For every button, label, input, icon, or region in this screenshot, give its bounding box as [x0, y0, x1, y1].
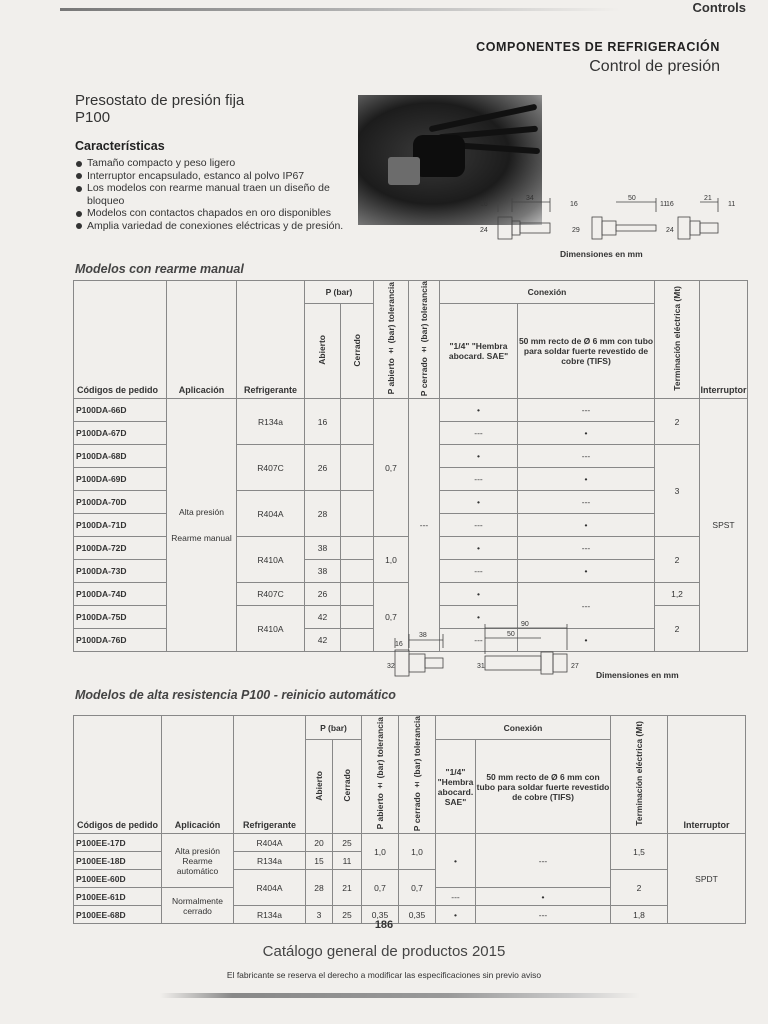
header-text: Terminación eléctrica (Mt) [671, 286, 682, 391]
table1-heading: Modelos con rearme manual [75, 262, 244, 276]
order-code: P100DA-67D [74, 422, 167, 445]
header-rule [60, 8, 620, 11]
header-text: P abierto ± (bar) tolerancia [374, 717, 385, 830]
col-header-closed [341, 304, 374, 399]
flare-cell: • [440, 445, 518, 468]
switch-cell: SPST [700, 399, 748, 652]
open-tolerance: 0,7 [362, 870, 399, 906]
terminal-cell: 2 [655, 399, 700, 445]
catalog-title: Catálogo general de productos 2015 [262, 943, 506, 960]
closed-pressure: 25 [333, 906, 362, 924]
spacer [167, 517, 236, 533]
flare-cell: --- [440, 422, 518, 445]
dim-label: 11 [728, 201, 736, 208]
application-line: cerrado [183, 905, 212, 916]
tube-cell: • [518, 560, 655, 583]
refrigerant-cell: R410A [237, 537, 305, 583]
open-pressure: 42 [305, 629, 341, 652]
open-tolerance: 1,0 [374, 537, 409, 583]
terminal-cell: 2 [655, 537, 700, 583]
header-text: P cerrado ± (bar) tolerancia [418, 281, 429, 397]
open-pressure: 16 [305, 399, 341, 445]
terminal-cell: 1,2 [655, 583, 700, 606]
dim-label: 31 [477, 663, 485, 670]
flare-cell: --- [440, 514, 518, 537]
closed-pressure: 25 [333, 834, 362, 852]
open-pressure: 20 [306, 834, 333, 852]
dim-label: 32 [387, 663, 395, 670]
section-subtitle: Control de presión [589, 58, 720, 75]
dim-label: 24 [480, 227, 488, 234]
closed-pressure: 11 [333, 852, 362, 870]
tube-cell: • [518, 422, 655, 445]
open-pressure: 26 [305, 445, 341, 491]
closed-pressure [341, 445, 374, 491]
col-header-p-closed-tol [409, 281, 440, 399]
col-header-application: Aplicación [167, 281, 237, 399]
dim-label: 34 [526, 195, 534, 202]
col-header-application: Aplicación [162, 716, 234, 834]
closed-tolerance: 1,0 [399, 834, 436, 870]
col-header-terminal [655, 281, 700, 399]
refrigerant-cell: R404A [237, 491, 305, 537]
closed-pressure [341, 491, 374, 537]
tube-cell: --- [518, 583, 655, 629]
closed-tolerance: 0,7 [399, 870, 436, 906]
open-pressure: 38 [305, 537, 341, 560]
closed-pressure [341, 560, 374, 583]
flare-cell: • [440, 606, 518, 629]
tube-cell: --- [476, 834, 611, 888]
auto-reset-table [73, 715, 746, 924]
tube-cell: • [518, 468, 655, 491]
tube-cell: --- [476, 906, 611, 924]
col-header-switch: Interruptor [668, 716, 746, 834]
terminal-cell: 2 [655, 606, 700, 652]
feature-item: Interruptor encapsulado, estanco al polvo IP67 [75, 170, 370, 183]
open-pressure: 28 [306, 870, 333, 906]
open-tolerance: 0,7 [374, 583, 409, 652]
refrigerant-cell: R134a [234, 906, 306, 924]
col-header-refrigerant: Refrigerante [237, 281, 305, 399]
col-header-p-bar: P (bar) [306, 716, 362, 740]
tube-cell: --- [518, 445, 655, 468]
tube-cell: --- [518, 537, 655, 560]
col-header-p-open-tol [362, 716, 399, 834]
brand-label: Controls [692, 0, 746, 15]
flare-cell: • [436, 906, 476, 924]
application-line: Rearme manual [171, 533, 232, 544]
open-pressure: 26 [305, 583, 341, 606]
order-code: P100DA-71D [74, 514, 167, 537]
terminal-cell: 2 [611, 870, 668, 906]
open-pressure: 42 [305, 606, 341, 629]
application-line: Alta presión [175, 845, 220, 856]
col-header-tube: 50 mm recto de Ø 6 mm con tubo para soldar fuerte revestido de cobre (TIFS) [476, 740, 611, 834]
closed-pressure [341, 583, 374, 606]
application-cell [162, 834, 234, 888]
header-text: P cerrado ± (bar) tolerancia [411, 716, 422, 832]
dim-label: 24 [666, 227, 674, 234]
order-code: P100EE-17D [74, 834, 162, 852]
open-pressure: 38 [305, 560, 341, 583]
header-text: Abierto [313, 770, 324, 801]
flare-cell: • [440, 583, 518, 606]
page-number: 186 [374, 919, 394, 931]
order-code: P100EE-18D [74, 852, 162, 870]
dim-label: 38 [419, 632, 427, 639]
col-header-refrigerant: Refrigerante [234, 716, 306, 834]
order-code: P100DA-73D [74, 560, 167, 583]
dim-label: 16 [570, 201, 578, 208]
open-tolerance: 0,7 [374, 399, 409, 537]
application-cell [167, 399, 237, 652]
col-header-switch: Interruptor [700, 281, 748, 399]
flare-cell: --- [440, 468, 518, 491]
closed-tolerance: 0,35 [399, 906, 436, 924]
switch-body [413, 135, 465, 177]
flare-cell: • [440, 399, 518, 422]
open-tolerance: 0,35 [362, 906, 399, 924]
order-code: P100EE-61D [74, 888, 162, 906]
closed-pressure [341, 629, 374, 652]
features-list [75, 157, 370, 232]
col-header-flare: "1/4" "Hembra abocard. SAE" [436, 740, 476, 834]
dimension-drawings-mid [385, 620, 595, 692]
dim-label: 21 [704, 195, 712, 202]
flare-cell: • [440, 491, 518, 514]
feature-item: Tamaño compacto y peso ligero [75, 157, 370, 170]
dim-label: 27 [571, 663, 579, 670]
tube-cell: • [518, 629, 655, 652]
flare-cell: • [436, 834, 476, 888]
closed-pressure [341, 399, 374, 445]
refrigerant-cell: R404A [234, 870, 306, 906]
dimensions-caption-mid: Dimensiones en mm [596, 670, 679, 680]
dimension-drawings-top [478, 190, 748, 255]
refrigerant-cell: R134a [237, 399, 305, 445]
flare-cell: • [440, 537, 518, 560]
application-line: Rearme [182, 855, 213, 866]
closed-pressure [341, 537, 374, 560]
order-code: P100DA-68D [74, 445, 167, 468]
section-title: COMPONENTES DE REFRIGERACIÓN [476, 40, 720, 54]
closed-pressure [341, 606, 374, 629]
refrigerant-cell: R407C [237, 583, 305, 606]
disclaimer-text: El fabricante se reserva el derecho a modificar las especificaciones sin previo aviso [226, 970, 542, 980]
dim-label: 29 [572, 227, 580, 234]
col-header-open [305, 304, 341, 399]
refrigerant-cell: R407C [237, 445, 305, 491]
features-heading: Características [75, 139, 165, 153]
open-pressure: 3 [306, 906, 333, 924]
closed-tolerance: --- [409, 399, 440, 652]
col-header-connection: Conexión [440, 281, 655, 304]
order-code: P100DA-70D [74, 491, 167, 514]
open-tolerance: 1,0 [362, 834, 399, 870]
order-code: P100DA-66D [74, 399, 167, 422]
tube-cell: --- [518, 399, 655, 422]
fitting-nut [388, 157, 420, 185]
order-code: P100EE-68D [74, 906, 162, 924]
dim-label: 16 [395, 641, 403, 648]
feature-item: Amplia variedad de conexiones eléctricas y de presión. [75, 220, 370, 233]
table2-heading: Modelos de alta resistencia P100 - reinicio automático [75, 688, 396, 702]
order-code: P100DA-74D [74, 583, 167, 606]
table-row [74, 399, 748, 422]
application-line: automático [176, 865, 219, 876]
order-code: P100DA-76D [74, 629, 167, 652]
tube-cell: • [518, 514, 655, 537]
dim-label: 50 [507, 631, 515, 638]
manual-reset-table [73, 280, 748, 652]
dim-label: 11 [660, 201, 668, 208]
header-text: Terminación eléctrica (Mt) [633, 721, 644, 826]
col-header-p-open-tol [374, 281, 409, 399]
flare-cell: --- [440, 629, 518, 652]
col-header-codes: Códigos de pedido [74, 716, 162, 834]
col-header-open [306, 740, 333, 834]
open-pressure: 15 [306, 852, 333, 870]
terminal-cell: 3 [655, 445, 700, 537]
col-header-closed [333, 740, 362, 834]
table-row [74, 834, 746, 852]
header-text: P abierto ± (bar) tolerancia [385, 282, 396, 395]
dimensions-caption-top: Dimensiones en mm [560, 249, 643, 259]
product-title [75, 92, 244, 126]
feature-item: Los modelos con rearme manual traen un diseño de bloqueo [75, 182, 370, 207]
col-header-connection: Conexión [436, 716, 611, 740]
header-text: Abierto [317, 335, 327, 366]
refrigerant-cell: R410A [237, 606, 305, 652]
dim-label: 16 [666, 201, 674, 208]
application-line: Normalmente [171, 895, 224, 906]
col-header-p-closed-tol [399, 716, 436, 834]
product-name: Presostato de presión fija [75, 92, 245, 109]
col-header-p-bar: P (bar) [305, 281, 374, 304]
order-code: P100DA-69D [74, 468, 167, 491]
dim-label: 50 [628, 195, 636, 202]
order-code: P100DA-72D [74, 537, 167, 560]
footer-rule [160, 993, 640, 998]
order-code: P100EE-60D [74, 870, 162, 888]
closed-pressure: 21 [333, 870, 362, 906]
col-header-flare: "1/4" "Hembra abocard. SAE" [440, 304, 518, 399]
flare-cell: --- [440, 560, 518, 583]
order-code: P100DA-75D [74, 606, 167, 629]
refrigerant-cell: R404A [234, 834, 306, 852]
tube-cell: --- [518, 491, 655, 514]
feature-item: Modelos con contactos chapados en oro disponibles [75, 207, 370, 220]
tube-cell: • [476, 888, 611, 906]
flare-cell: --- [436, 888, 476, 906]
refrigerant-cell: R134a [234, 852, 306, 870]
col-header-codes: Códigos de pedido [74, 281, 167, 399]
terminal-cell: 1,5 [611, 834, 668, 870]
open-pressure: 28 [305, 491, 341, 537]
dim-label: 16 [480, 201, 488, 208]
header-text: Cerrado [351, 333, 362, 367]
product-model: P100 [75, 109, 111, 126]
dim-label: 90 [521, 621, 529, 628]
col-header-tube: 50 mm recto de Ø 6 mm con tubo para soldar fuerte revestido de cobre (TIFS) [518, 304, 655, 399]
application-line: Alta presión [179, 507, 224, 518]
header-text: Cerrado [341, 769, 352, 802]
switch-cell: SPDT [668, 834, 746, 924]
col-header-terminal [611, 716, 668, 834]
terminal-cell: 1,8 [611, 906, 668, 924]
